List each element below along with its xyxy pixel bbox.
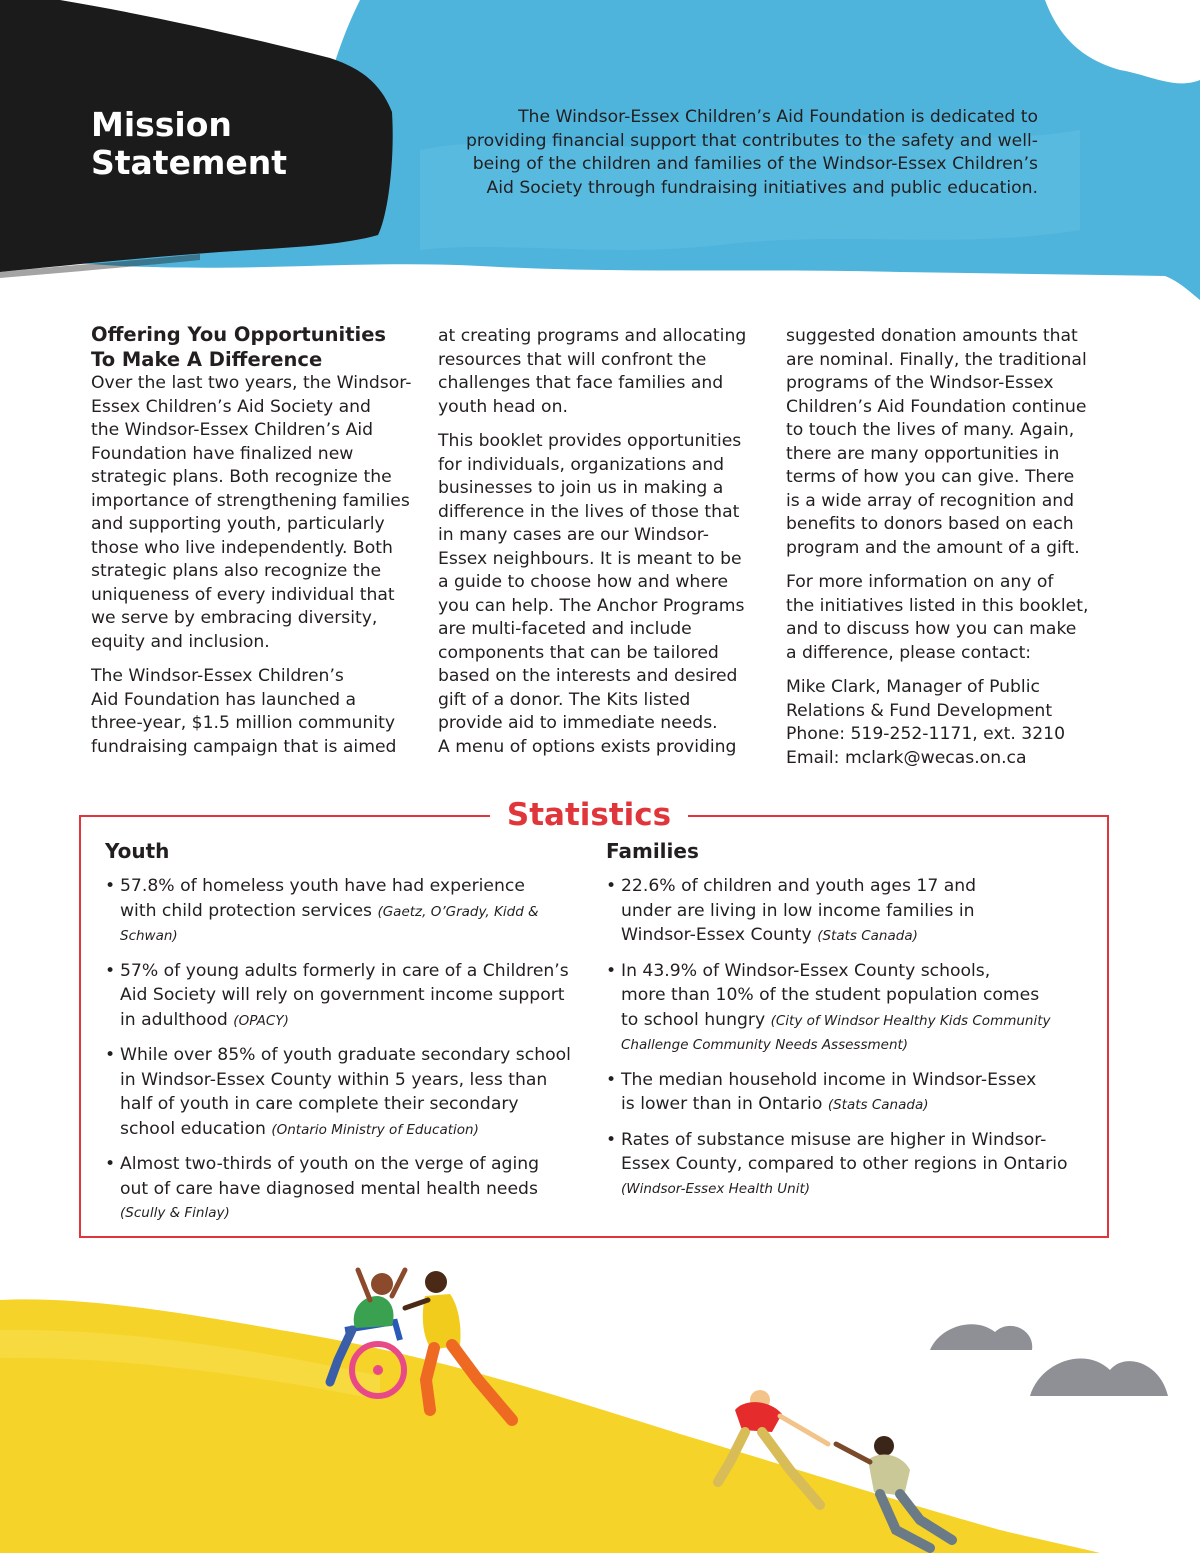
body-column-1 bbox=[91, 322, 416, 759]
text-line: those who live independently. Both bbox=[91, 537, 393, 558]
text-line: Foundation have finalized new bbox=[91, 443, 354, 464]
mission-text bbox=[432, 106, 1038, 200]
stat-line: Aid Society will rely on government income support bbox=[120, 985, 565, 1005]
paragraph bbox=[786, 571, 1106, 665]
youth-heading: Youth bbox=[105, 839, 170, 863]
stat-source: (Windsor-Essex Health Unit) bbox=[621, 1180, 811, 1197]
text-line: there are many opportunities in bbox=[786, 443, 1060, 464]
text-line: provide aid to immediate needs. bbox=[438, 713, 718, 733]
stat-item bbox=[105, 874, 585, 949]
families-statistics bbox=[606, 838, 1096, 1211]
paragraph bbox=[438, 430, 768, 759]
text-line: importance of strengthening families bbox=[91, 490, 410, 511]
cloud-icon bbox=[1030, 1359, 1168, 1396]
stat-line: to school hungry bbox=[621, 1009, 766, 1030]
text-line: are nominal. Finally, the traditional bbox=[786, 349, 1087, 370]
mission-title-line: Mission bbox=[91, 105, 232, 144]
stat-line: more than 10% of the student population comes bbox=[621, 985, 1040, 1005]
stat-line: in adulthood bbox=[120, 1009, 228, 1030]
text-line: you can help. The Anchor Programs bbox=[438, 595, 745, 616]
stat-source: (OPACY) bbox=[233, 1012, 289, 1029]
stat-line: school education bbox=[120, 1118, 266, 1139]
stat-line: out of care have diagnosed mental health needs bbox=[120, 1178, 538, 1199]
text-line: in many cases are our Windsor- bbox=[438, 525, 709, 545]
statistics-title: Statistics bbox=[490, 795, 688, 835]
text-line: terms of how you can give. There bbox=[786, 467, 1075, 487]
text-line: based on the interests and desired bbox=[438, 666, 738, 686]
text-line: is a wide array of recognition and bbox=[786, 490, 1075, 511]
text-line: For more information on any of bbox=[786, 572, 1054, 592]
contact-phone: Phone: 519-252-1171, ext. 3210 bbox=[786, 724, 1066, 744]
text-line: Children’s Aid Foundation continue bbox=[786, 396, 1087, 417]
stat-line: with child protection services bbox=[120, 900, 372, 921]
text-line: A menu of options exists providing bbox=[438, 736, 737, 757]
text-line: the initiatives listed in this booklet, bbox=[786, 595, 1089, 616]
stat-item bbox=[606, 1068, 1096, 1118]
text-line: and supporting youth, particularly bbox=[91, 514, 385, 534]
stat-item bbox=[606, 874, 1096, 949]
paragraph bbox=[91, 665, 416, 759]
stat-source: (City of Windsor Healthy Kids Community bbox=[770, 1012, 1051, 1029]
stat-source: Challenge Community Needs Assessment) bbox=[621, 1037, 909, 1053]
stat-source: (Stats Canada) bbox=[817, 928, 918, 944]
stat-line: • Almost two-thirds of youth on the verge of aging bbox=[120, 1154, 540, 1174]
text-line: to touch the lives of many. Again, bbox=[786, 420, 1075, 440]
text-line: difference in the lives of those that bbox=[438, 501, 740, 522]
stat-line: • 22.6% of children and youth ages 17 and bbox=[621, 876, 977, 896]
paragraph bbox=[786, 325, 1106, 560]
opportunities-heading bbox=[91, 322, 416, 372]
stat-line: Windsor-Essex County bbox=[621, 925, 812, 945]
text-line: uniqueness of every individual that bbox=[91, 584, 395, 605]
text-line: for individuals, organizations and bbox=[438, 454, 725, 475]
text-line: gift of a donor. The Kits listed bbox=[438, 689, 691, 710]
body-column-3 bbox=[786, 325, 1106, 770]
text-line: the Windsor-Essex Children’s Aid bbox=[91, 420, 374, 440]
text-line: strategic plans also recognize the bbox=[91, 561, 382, 581]
stat-line: • 57.8% of homeless youth have had experience bbox=[120, 876, 525, 896]
mission-text-line: providing financial support that contributes to the safety and well- bbox=[465, 130, 1038, 151]
mission-text-line: The Windsor-Essex Children’s Aid Foundation is dedicated to bbox=[518, 107, 1038, 127]
stat-source: Schwan) bbox=[120, 928, 178, 944]
text-line: benefits to donors based on each bbox=[786, 514, 1074, 534]
text-line: Over the last two years, the Windsor- bbox=[91, 373, 412, 393]
body-column-2 bbox=[438, 325, 768, 759]
families-heading: Families bbox=[606, 839, 699, 863]
stat-item bbox=[606, 1128, 1096, 1202]
stat-item bbox=[105, 1043, 585, 1142]
text-line: equity and inclusion. bbox=[91, 631, 270, 652]
stat-item bbox=[105, 1152, 585, 1226]
text-line: suggested donation amounts that bbox=[786, 326, 1078, 346]
contact-email[interactable]: Email: mclark@wecas.on.ca bbox=[786, 747, 1027, 768]
text-line: businesses to join us in making a bbox=[438, 478, 724, 498]
text-line: are multi-faceted and include bbox=[438, 619, 692, 639]
text-line: at creating programs and allocating bbox=[438, 326, 747, 346]
text-line: Aid Foundation has launched a bbox=[91, 689, 357, 710]
text-line: Essex neighbours. It is meant to be bbox=[438, 548, 742, 569]
text-line: The Windsor-Essex Children’s bbox=[91, 666, 344, 686]
text-line: programs of the Windsor-Essex bbox=[786, 373, 1054, 393]
text-line: three-year, $1.5 million community bbox=[91, 713, 396, 733]
stat-line: half of youth in care complete their secondary bbox=[120, 1094, 519, 1114]
mission-text-line: Aid Society through fundraising initiatives and public education. bbox=[486, 177, 1038, 198]
text-line: strategic plans. Both recognize the bbox=[91, 467, 392, 487]
text-line: resources that will confront the bbox=[438, 349, 707, 370]
contact-name: Mike Clark, Manager of Public bbox=[786, 677, 1040, 697]
text-line: components that can be tailored bbox=[438, 642, 719, 663]
stat-line: • The median household income in Windsor-Essex bbox=[621, 1069, 1037, 1090]
stat-line: in Windsor-Essex County within 5 years, less than bbox=[120, 1069, 548, 1090]
youth-statistics bbox=[105, 838, 585, 1236]
stat-line: is lower than in Ontario bbox=[621, 1094, 823, 1114]
stat-item bbox=[606, 959, 1096, 1058]
text-line: a guide to choose how and where bbox=[438, 572, 729, 592]
stat-line: • 57% of young adults formerly in care of a Children’s bbox=[120, 960, 569, 981]
mission-title-line: Statement bbox=[91, 143, 288, 182]
text-line: challenges that face families and bbox=[438, 373, 724, 393]
text-line: program and the amount of a gift. bbox=[786, 537, 1080, 558]
text-line: Essex Children’s Aid Society and bbox=[91, 396, 371, 417]
mission-text-line: being of the children and families of the Windsor-Essex Children’s bbox=[472, 154, 1038, 174]
stat-line: • While over 85% of youth graduate secondary school bbox=[120, 1045, 571, 1065]
paragraph bbox=[438, 325, 768, 419]
text-line: and to discuss how you can make bbox=[786, 619, 1077, 639]
heading-line: Offering You Opportunities bbox=[91, 323, 387, 346]
text-line: This booklet provides opportunities bbox=[438, 431, 742, 451]
text-line: youth head on. bbox=[438, 396, 568, 417]
heading-line: To Make A Difference bbox=[91, 348, 323, 371]
stat-source: (Gaetz, O’Grady, Kidd & bbox=[377, 903, 539, 920]
stat-line: • In 43.9% of Windsor-Essex County schools, bbox=[621, 960, 991, 981]
mission-title bbox=[91, 106, 321, 182]
text-line: we serve by embracing diversity, bbox=[91, 608, 378, 628]
stat-item bbox=[105, 959, 585, 1034]
stat-source: (Stats Canada) bbox=[827, 1097, 929, 1113]
contact-block bbox=[786, 676, 1106, 770]
stat-line: • Rates of substance misuse are higher in Windsor- bbox=[621, 1129, 1047, 1150]
paragraph bbox=[91, 372, 416, 654]
text-line: fundraising campaign that is aimed bbox=[91, 736, 397, 757]
yellow-hill bbox=[0, 1299, 1100, 1553]
text-line: a difference, please contact: bbox=[786, 642, 1032, 663]
stat-source: (Ontario Ministry of Education) bbox=[271, 1121, 479, 1138]
stat-line: Essex County, compared to other regions in Ontario bbox=[621, 1154, 1068, 1174]
contact-title: Relations & Fund Development bbox=[786, 700, 1053, 721]
cloud-icon bbox=[930, 1324, 1032, 1350]
stat-source: (Scully & Finlay) bbox=[120, 1205, 230, 1221]
stat-line: under are living in low income families in bbox=[621, 900, 975, 921]
